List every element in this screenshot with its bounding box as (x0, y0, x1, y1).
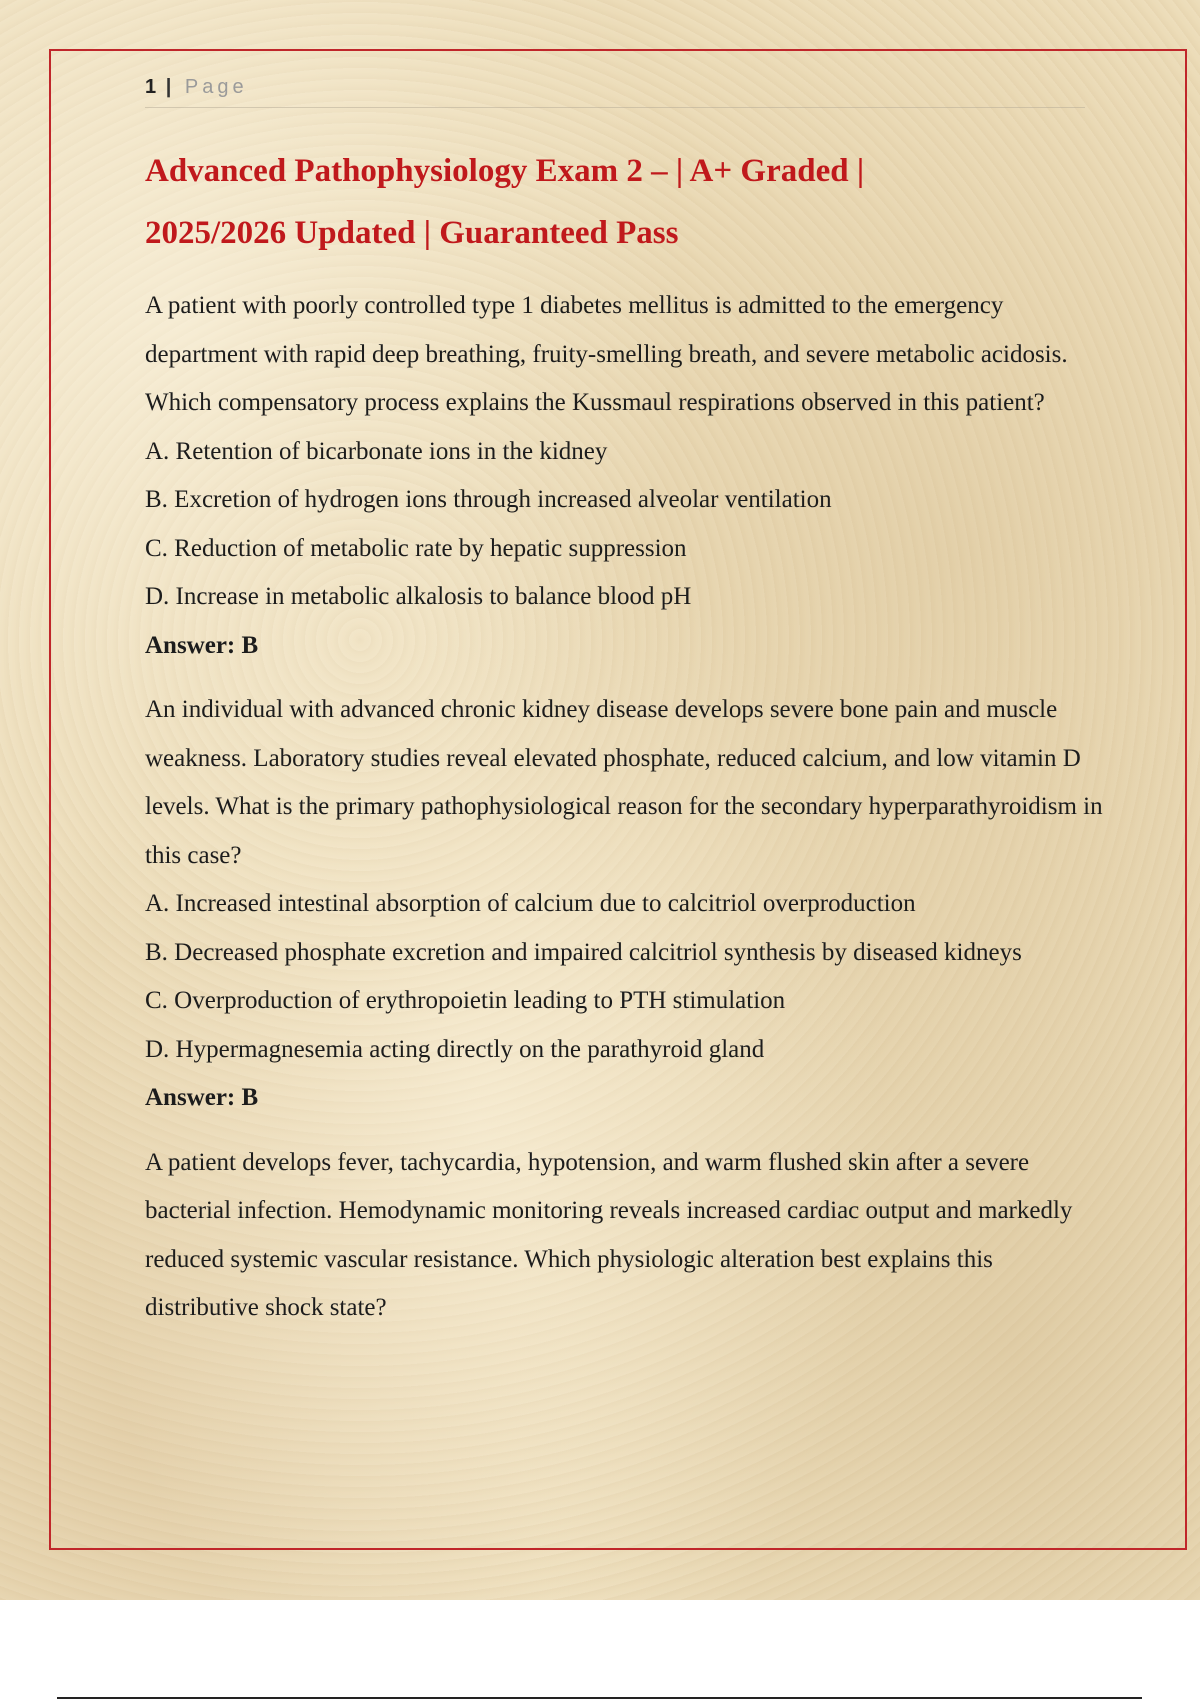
answer-option-c: C. Overproduction of erythropoietin leading to PTH stimulation (145, 987, 786, 1014)
correct-answer: Answer: B (145, 1084, 259, 1111)
page-number-separator: | (165, 76, 173, 98)
question-stem: An individual with advanced chronic kidney disease develops severe bone pain and muscle weakness. Laboratory studies reveal elevated phosphate, reduced calcium, and low vitamin D levels. What is the primary pathophysiological reason for the secondary hyperparathyroidism in this case? (145, 696, 1103, 869)
question-1 (145, 282, 1105, 670)
question-stem: A patient develops fever, tachycardia, hypotension, and warm flushed skin after a severe bacterial infection. Hemodynamic monitoring reveals increased cardiac output and markedly reduced systemic vascular resistance. Which physiologic alteration best explains this distributive shock state? (145, 1148, 1073, 1321)
document-content (145, 140, 1105, 1333)
answer-option-a: A. Increased intestinal absorption of calcium due to calcitriol overproduction (145, 890, 916, 917)
answer-option-b: B. Decreased phosphate excretion and impaired calcitriol synthesis by diseased kidneys (145, 938, 1022, 966)
answer-option-d: D. Increase in metabolic alkalosis to balance blood pH (145, 583, 692, 610)
correct-answer: Answer: B (145, 631, 259, 659)
question-3 (145, 1139, 1105, 1333)
footer-divider (57, 1697, 1142, 1699)
question-stem: A patient with poorly controlled type 1 diabetes mellitus is admitted to the emergency department with rapid deep breathing, fruity-smelling breath, and severe metabolic acidosis. Which compensatory process explains the Kussmaul respirations observed in this patient? (145, 292, 1068, 416)
page-number-header (145, 76, 248, 99)
question-2 (145, 686, 1105, 1123)
page-number: 1 (145, 76, 158, 98)
answer-option-a: A. Retention of bicarbonate ions in the kidney (145, 437, 608, 465)
document-title (145, 140, 1105, 264)
answer-option-c: C. Reduction of metabolic rate by hepatic suppression (145, 534, 687, 562)
answer-option-b: B. Excretion of hydrogen ions through increased alveolar ventilation (145, 486, 832, 513)
title-line-1: Advanced Pathophysiology Exam 2 – | A+ Graded | (145, 153, 865, 189)
header-divider (145, 107, 1085, 108)
page-label: Page (184, 76, 248, 98)
title-line-2: 2025/2026 Updated | Guaranteed Pass (145, 215, 679, 251)
answer-option-d: D. Hypermagnesemia acting directly on the parathyroid gland (145, 1035, 765, 1063)
